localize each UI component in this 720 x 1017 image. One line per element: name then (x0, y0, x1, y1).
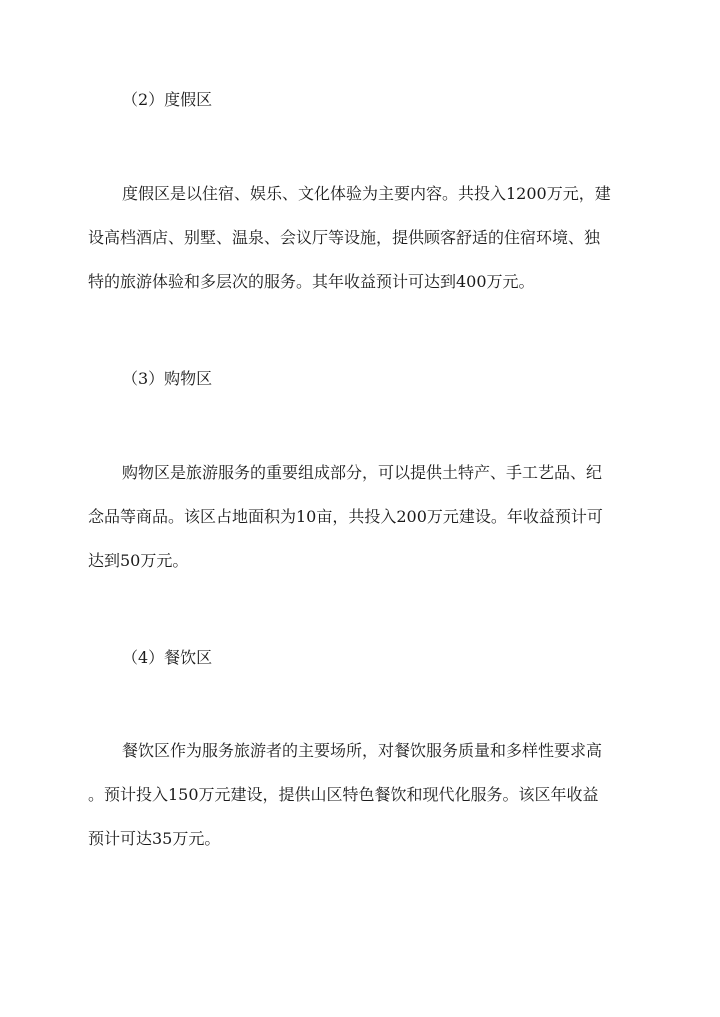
section-body-dining (88, 741, 632, 873)
paragraph-line: 度假区是以住宿、娱乐、文化体验为主要内容。共投入1200万元，建 (122, 184, 611, 203)
section-heading-resort: （2）度假区 (122, 90, 213, 109)
paragraph-line: 念品等商品。该区占地面积为10亩，共投入200万元建设。年收益预计可 (88, 507, 603, 526)
section-body-shopping (88, 463, 632, 595)
section-heading-shopping: （3）购物区 (122, 369, 213, 388)
section-heading-dining: （4）餐饮区 (122, 648, 213, 667)
paragraph-line: 餐饮区作为服务旅游者的主要场所，对餐饮服务质量和多样性要求高 (122, 741, 603, 760)
paragraph-line: 。预计投入150万元建设，提供山区特色餐饮和现代化服务。该区年收益 (88, 785, 599, 804)
paragraph-line: 设高档酒店、别墅、温泉、会议厅等设施，提供顾客舒适的住宿环境、独 (88, 228, 601, 247)
paragraph-line: 特的旅游体验和多层次的服务。其年收益预计可达到400万元。 (88, 272, 535, 291)
section-body-resort (88, 184, 632, 316)
paragraph-line: 购物区是旅游服务的重要组成部分，可以提供土特产、手工艺品、纪 (122, 463, 603, 482)
paragraph-line: 预计可达35万元。 (88, 829, 221, 848)
paragraph-line: 达到50万元。 (88, 551, 189, 570)
